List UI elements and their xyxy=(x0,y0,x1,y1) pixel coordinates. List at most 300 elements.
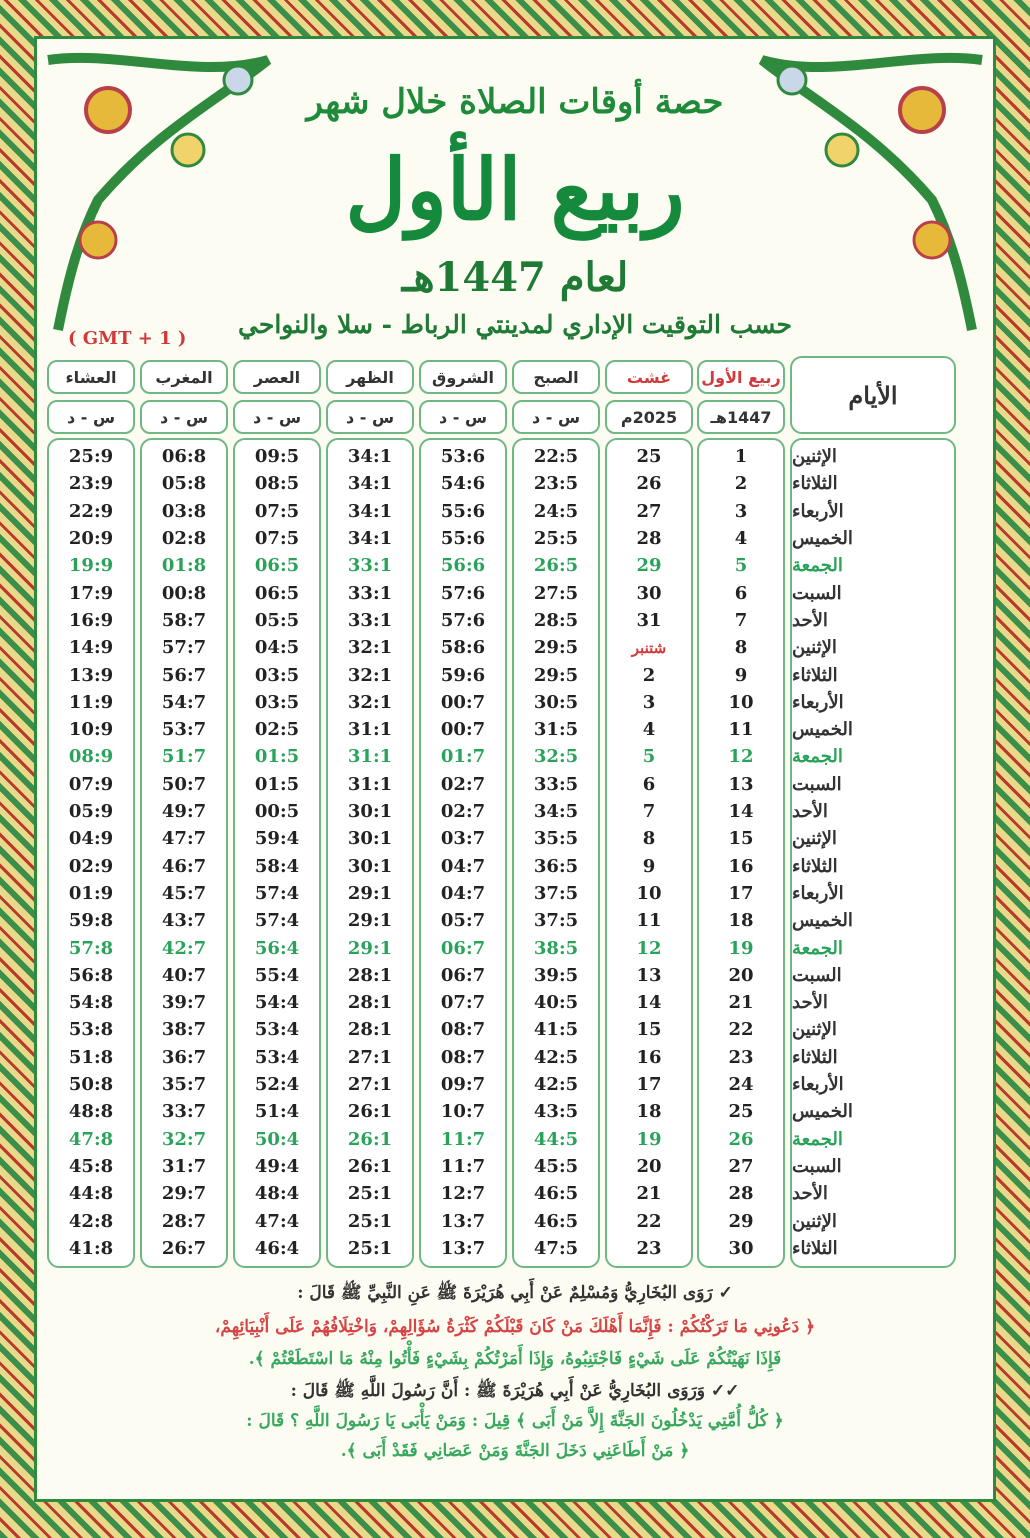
sunrise-cell: 58:6 xyxy=(440,637,486,659)
asr-cell: 02:5 xyxy=(254,719,300,741)
asr-unit: س - د xyxy=(233,400,321,434)
asr-cell: 01:5 xyxy=(254,773,300,795)
maghrib-cell: 35:7 xyxy=(161,1074,207,1096)
sunrise-cell: 13:7 xyxy=(440,1237,486,1259)
hadith-line-2: ﴿ دَعُونِي مَا تَرَكْتُكُمْ : فَإِنَّمَا أَهْلَكَ مَنْ كَانَ قَبْلَكُمْ كَثْرَةُ سُؤَالِهِمْ، وَاخْتِلَافُهُمْ عَلَى أَنْبِيَائِهِمْ، xyxy=(214,1317,816,1337)
asr-cell: 00:5 xyxy=(254,801,300,823)
dhuhr-cell: 28:1 xyxy=(347,964,393,986)
fajr-header: الصبح xyxy=(512,360,600,394)
fajr-cell: 46:5 xyxy=(533,1210,579,1232)
g-cell: 30 xyxy=(636,582,662,604)
sunrise-cell: 02:7 xyxy=(440,801,486,823)
h-cell: 1 xyxy=(734,446,748,468)
fajr-cell: 43:5 xyxy=(533,1101,579,1123)
dhuhr-column xyxy=(326,438,414,1268)
asr-cell: 03:5 xyxy=(254,664,300,686)
sunrise-cell: 56:6 xyxy=(440,555,486,577)
sunrise-cell: 03:7 xyxy=(440,828,486,850)
day-name-cell: الخميس xyxy=(792,910,853,932)
h-cell: 19 xyxy=(728,937,754,959)
g-cell: 25 xyxy=(636,446,662,468)
dhuhr-cell: 30:1 xyxy=(347,828,393,850)
sunrise-cell: 00:7 xyxy=(440,691,486,713)
fajr-cell: 22:5 xyxy=(533,446,579,468)
g-cell: 7 xyxy=(642,801,656,823)
day-name-cell: الثلاثاء xyxy=(792,855,838,877)
maghrib-header: المغرب xyxy=(140,360,228,394)
fajr-cell: 28:5 xyxy=(533,609,579,631)
g-cell: 19 xyxy=(636,1128,662,1150)
h-cell: 30 xyxy=(728,1237,754,1259)
g-cell: 23 xyxy=(636,1237,662,1259)
g-cell: 27 xyxy=(636,500,662,522)
g-cell: 29 xyxy=(636,555,662,577)
sunrise-column xyxy=(419,438,507,1268)
g-cell: 3 xyxy=(642,691,656,713)
asr-cell: 57:4 xyxy=(254,910,300,932)
day-name-cell: الجمعة xyxy=(792,937,843,959)
h-cell: 3 xyxy=(734,500,748,522)
sunrise-cell: 59:6 xyxy=(440,664,486,686)
h-cell: 12 xyxy=(728,746,754,768)
dhuhr-cell: 26:1 xyxy=(347,1128,393,1150)
asr-cell: 09:5 xyxy=(254,446,300,468)
isha-cell: 53:8 xyxy=(68,1019,114,1041)
dhuhr-cell: 34:1 xyxy=(347,528,393,550)
dhuhr-cell: 31:1 xyxy=(347,773,393,795)
g-cell: 17 xyxy=(636,1074,662,1096)
hijri-column xyxy=(697,438,785,1268)
h-cell: 24 xyxy=(728,1074,754,1096)
sunrise-cell: 57:6 xyxy=(440,582,486,604)
isha-cell: 50:8 xyxy=(68,1074,114,1096)
fajr-cell: 23:5 xyxy=(533,473,579,495)
asr-cell: 48:4 xyxy=(254,1183,300,1205)
asr-cell: 05:5 xyxy=(254,609,300,631)
fajr-cell: 46:5 xyxy=(533,1183,579,1205)
dhuhr-cell: 26:1 xyxy=(347,1101,393,1123)
isha-cell: 19:9 xyxy=(68,555,114,577)
sunrise-cell: 09:7 xyxy=(440,1074,486,1096)
asr-column xyxy=(233,438,321,1268)
dhuhr-cell: 27:1 xyxy=(347,1074,393,1096)
fajr-cell: 45:5 xyxy=(533,1155,579,1177)
isha-cell: 01:9 xyxy=(68,882,114,904)
h-cell: 15 xyxy=(728,828,754,850)
day-name-cell: الإثنين xyxy=(792,1210,837,1232)
hijri-month-header: ربيع الأول xyxy=(697,360,785,394)
h-cell: 14 xyxy=(728,801,754,823)
sunrise-cell: 57:6 xyxy=(440,609,486,631)
isha-cell: 13:9 xyxy=(68,664,114,686)
maghrib-cell: 54:7 xyxy=(161,691,207,713)
maghrib-cell: 43:7 xyxy=(161,910,207,932)
isha-cell: 05:9 xyxy=(68,801,114,823)
h-cell: 2 xyxy=(734,473,748,495)
title-top: حصة أوقات الصلاة خلال شهر xyxy=(306,82,724,122)
asr-cell: 50:4 xyxy=(254,1128,300,1150)
isha-cell: 44:8 xyxy=(68,1183,114,1205)
isha-cell: 48:8 xyxy=(68,1101,114,1123)
asr-cell: 56:4 xyxy=(254,937,300,959)
maghrib-cell: 00:8 xyxy=(161,582,207,604)
asr-cell: 53:4 xyxy=(254,1046,300,1068)
days-column xyxy=(790,438,956,1268)
maghrib-column xyxy=(140,438,228,1268)
isha-cell: 57:8 xyxy=(68,937,114,959)
isha-cell: 59:8 xyxy=(68,910,114,932)
h-cell: 22 xyxy=(728,1019,754,1041)
days-column-header: الأيام xyxy=(790,356,956,434)
maghrib-cell: 49:7 xyxy=(161,801,207,823)
g-cell: 18 xyxy=(636,1101,662,1123)
isha-cell: 16:9 xyxy=(68,609,114,631)
fajr-cell: 27:5 xyxy=(533,582,579,604)
maghrib-cell: 42:7 xyxy=(161,937,207,959)
maghrib-cell: 32:7 xyxy=(161,1128,207,1150)
asr-cell: 55:4 xyxy=(254,964,300,986)
sunrise-cell: 08:7 xyxy=(440,1046,486,1068)
day-name-cell: الأربعاء xyxy=(792,500,844,522)
fajr-cell: 39:5 xyxy=(533,964,579,986)
sunrise-cell: 13:7 xyxy=(440,1210,486,1232)
fajr-cell: 47:5 xyxy=(533,1237,579,1259)
dhuhr-cell: 32:1 xyxy=(347,637,393,659)
asr-cell: 59:4 xyxy=(254,828,300,850)
sunrise-cell: 07:7 xyxy=(440,992,486,1014)
h-cell: 27 xyxy=(728,1155,754,1177)
fajr-cell: 31:5 xyxy=(533,719,579,741)
maghrib-cell: 40:7 xyxy=(161,964,207,986)
h-cell: 20 xyxy=(728,964,754,986)
isha-cell: 10:9 xyxy=(68,719,114,741)
day-name-cell: الخميس xyxy=(792,1101,853,1123)
day-name-cell: الأحد xyxy=(792,1183,828,1205)
dhuhr-cell: 28:1 xyxy=(347,1019,393,1041)
isha-column xyxy=(47,438,135,1268)
asr-cell: 01:5 xyxy=(254,746,300,768)
day-name-cell: الأحد xyxy=(792,609,828,631)
sunrise-cell: 08:7 xyxy=(440,1019,486,1041)
maghrib-cell: 31:7 xyxy=(161,1155,207,1177)
dhuhr-unit: س - د xyxy=(326,400,414,434)
day-name-cell: الإثنين xyxy=(792,446,837,468)
h-cell: 11 xyxy=(728,719,754,741)
fajr-cell: 32:5 xyxy=(533,746,579,768)
maghrib-cell: 38:7 xyxy=(161,1019,207,1041)
maghrib-cell: 06:8 xyxy=(161,446,207,468)
sunrise-header: الشروق xyxy=(419,360,507,394)
h-cell: 25 xyxy=(728,1101,754,1123)
isha-cell: 51:8 xyxy=(68,1046,114,1068)
day-name-cell: الجمعة xyxy=(792,1128,843,1150)
dhuhr-cell: 32:1 xyxy=(347,664,393,686)
fajr-cell: 42:5 xyxy=(533,1074,579,1096)
dhuhr-cell: 33:1 xyxy=(347,609,393,631)
sunrise-cell: 04:7 xyxy=(440,855,486,877)
asr-cell: 46:4 xyxy=(254,1237,300,1259)
day-name-cell: الأربعاء xyxy=(792,882,844,904)
fajr-cell: 35:5 xyxy=(533,828,579,850)
fajr-cell: 33:5 xyxy=(533,773,579,795)
isha-cell: 11:9 xyxy=(68,691,114,713)
day-name-cell: الجمعة xyxy=(792,746,843,768)
g-cell: 11 xyxy=(636,910,662,932)
maghrib-cell: 28:7 xyxy=(161,1210,207,1232)
dhuhr-cell: 33:1 xyxy=(347,555,393,577)
fajr-cell: 30:5 xyxy=(533,691,579,713)
isha-cell: 42:8 xyxy=(68,1210,114,1232)
g-cell: 5 xyxy=(642,746,656,768)
dhuhr-cell: 28:1 xyxy=(347,992,393,1014)
fajr-cell: 34:5 xyxy=(533,801,579,823)
asr-cell: 57:4 xyxy=(254,882,300,904)
sunrise-cell: 02:7 xyxy=(440,773,486,795)
sunrise-cell: 04:7 xyxy=(440,882,486,904)
h-cell: 16 xyxy=(728,855,754,877)
title-main: ربيع الأول xyxy=(345,140,685,239)
fajr-cell: 42:5 xyxy=(533,1046,579,1068)
g-cell: 26 xyxy=(636,473,662,495)
sunrise-cell: 05:7 xyxy=(440,910,486,932)
dhuhr-cell: 34:1 xyxy=(347,473,393,495)
h-cell: 13 xyxy=(728,773,754,795)
dhuhr-cell: 31:1 xyxy=(347,746,393,768)
asr-cell: 58:4 xyxy=(254,855,300,877)
asr-cell: 03:5 xyxy=(254,691,300,713)
isha-cell: 22:9 xyxy=(68,500,114,522)
fajr-cell: 40:5 xyxy=(533,992,579,1014)
asr-header: العصر xyxy=(233,360,321,394)
h-cell: 26 xyxy=(728,1128,754,1150)
g-cell: 10 xyxy=(636,882,662,904)
dhuhr-cell: 29:1 xyxy=(347,937,393,959)
maghrib-cell: 56:7 xyxy=(161,664,207,686)
day-name-cell: الخميس xyxy=(792,719,853,741)
g-cell: 22 xyxy=(636,1210,662,1232)
h-cell: 10 xyxy=(728,691,754,713)
isha-cell: 56:8 xyxy=(68,964,114,986)
dhuhr-cell: 25:1 xyxy=(347,1183,393,1205)
g-cell: 6 xyxy=(642,773,656,795)
hadith-line-3: فَإِذَا نَهَيْتُكُمْ عَلَى شَيْءٍ فَاجْتَنِبُوهُ، وَإِذَا أَمَرْتُكُمْ بِشَيْءٍ فَأْتُوا مِنْهُ مَا اسْتَطَعْتُمْ ﴾. xyxy=(248,1349,782,1369)
g-cell: 4 xyxy=(642,719,656,741)
isha-cell: 41:8 xyxy=(68,1237,114,1259)
title-subtitle: حسب التوقيت الإداري لمدينتي الرباط - سلا والنواحي xyxy=(238,310,792,339)
asr-cell: 49:4 xyxy=(254,1155,300,1177)
gmt-label: ( GMT + 1 ) xyxy=(68,328,187,349)
asr-cell: 47:4 xyxy=(254,1210,300,1232)
h-cell: 21 xyxy=(728,992,754,1014)
maghrib-cell: 50:7 xyxy=(161,773,207,795)
maghrib-cell: 53:7 xyxy=(161,719,207,741)
h-cell: 8 xyxy=(734,637,748,659)
maghrib-cell: 33:7 xyxy=(161,1101,207,1123)
day-name-cell: السبت xyxy=(792,582,842,604)
sunrise-cell: 54:6 xyxy=(440,473,486,495)
fajr-cell: 37:5 xyxy=(533,910,579,932)
fajr-cell: 44:5 xyxy=(533,1128,579,1150)
asr-cell: 06:5 xyxy=(254,582,300,604)
isha-header: العشاء xyxy=(47,360,135,394)
isha-cell: 47:8 xyxy=(68,1128,114,1150)
dhuhr-cell: 25:1 xyxy=(347,1237,393,1259)
day-name-cell: الثلاثاء xyxy=(792,664,838,686)
asr-cell: 54:4 xyxy=(254,992,300,1014)
day-name-cell: الأربعاء xyxy=(792,1074,844,1096)
asr-cell: 53:4 xyxy=(254,1019,300,1041)
h-cell: 17 xyxy=(728,882,754,904)
maghrib-cell: 58:7 xyxy=(161,609,207,631)
sunrise-cell: 01:7 xyxy=(440,746,486,768)
h-cell: 23 xyxy=(728,1046,754,1068)
g-cell: 15 xyxy=(636,1019,662,1041)
dhuhr-cell: 31:1 xyxy=(347,719,393,741)
sunrise-cell: 11:7 xyxy=(440,1155,486,1177)
dhuhr-cell: 25:1 xyxy=(347,1210,393,1232)
day-name-cell: السبت xyxy=(792,1155,842,1177)
asr-cell: 04:5 xyxy=(254,637,300,659)
fajr-cell: 29:5 xyxy=(533,637,579,659)
isha-cell: 17:9 xyxy=(68,582,114,604)
title-year: لعام 1447هـ xyxy=(401,254,629,301)
sunrise-cell: 06:7 xyxy=(440,937,486,959)
sunrise-cell: 53:6 xyxy=(440,446,486,468)
asr-cell: 51:4 xyxy=(254,1101,300,1123)
dhuhr-cell: 30:1 xyxy=(347,855,393,877)
sunrise-unit: س - د xyxy=(419,400,507,434)
maghrib-cell: 26:7 xyxy=(161,1237,207,1259)
fajr-cell: 26:5 xyxy=(533,555,579,577)
h-cell: 29 xyxy=(728,1210,754,1232)
maghrib-cell: 02:8 xyxy=(161,528,207,550)
hadith-line-6: ﴿ مَنْ أَطَاعَنِي دَخَلَ الجَنَّةَ وَمَنْ عَصَانِي فَقَدْ أَبَى ﴾. xyxy=(340,1441,690,1461)
maghrib-cell: 51:7 xyxy=(161,746,207,768)
sunrise-cell: 00:7 xyxy=(440,719,486,741)
greg-column xyxy=(605,438,693,1268)
fajr-cell: 24:5 xyxy=(533,500,579,522)
maghrib-cell: 47:7 xyxy=(161,828,207,850)
sunrise-cell: 10:7 xyxy=(440,1101,486,1123)
isha-cell: 23:9 xyxy=(68,473,114,495)
isha-cell: 04:9 xyxy=(68,828,114,850)
maghrib-cell: 29:7 xyxy=(161,1183,207,1205)
maghrib-cell: 39:7 xyxy=(161,992,207,1014)
g-cell: 2 xyxy=(642,664,656,686)
hadith-line-4: ✓✓ وَرَوَى البُخَارِيُّ عَنْ أَبِي هُرَيْرَةَ ﷺ : أَنَّ رَسُولَ اللَّهِ ﷺ قَالَ : xyxy=(290,1381,740,1401)
dhuhr-cell: 34:1 xyxy=(347,446,393,468)
asr-cell: 06:5 xyxy=(254,555,300,577)
day-name-cell: الثلاثاء xyxy=(792,473,838,495)
fajr-cell: 25:5 xyxy=(533,528,579,550)
isha-cell: 07:9 xyxy=(68,773,114,795)
dhuhr-cell: 30:1 xyxy=(347,801,393,823)
g-cell: 31 xyxy=(636,609,662,631)
day-name-cell: الخميس xyxy=(792,528,853,550)
day-name-cell: الإثنين xyxy=(792,828,837,850)
day-name-cell: الأحد xyxy=(792,992,828,1014)
day-name-cell: السبت xyxy=(792,773,842,795)
h-cell: 5 xyxy=(734,555,748,577)
isha-cell: 54:8 xyxy=(68,992,114,1014)
day-name-cell: الجمعة xyxy=(792,555,843,577)
asr-cell: 07:5 xyxy=(254,528,300,550)
g-cell: 14 xyxy=(636,992,662,1014)
fajr-cell: 37:5 xyxy=(533,882,579,904)
day-name-cell: الإثنين xyxy=(792,1019,837,1041)
greg-year-header: 2025م xyxy=(605,400,693,434)
h-cell: 9 xyxy=(734,664,748,686)
dhuhr-cell: 33:1 xyxy=(347,582,393,604)
g-cell: 28 xyxy=(636,528,662,550)
h-cell: 6 xyxy=(734,582,748,604)
h-cell: 7 xyxy=(734,609,748,631)
g-cell: 12 xyxy=(636,937,662,959)
sunrise-cell: 11:7 xyxy=(440,1128,486,1150)
isha-cell: 45:8 xyxy=(68,1155,114,1177)
fajr-cell: 38:5 xyxy=(533,937,579,959)
sunrise-cell: 55:6 xyxy=(440,528,486,550)
asr-cell: 52:4 xyxy=(254,1074,300,1096)
day-name-cell: الأحد xyxy=(792,801,828,823)
maghrib-cell: 46:7 xyxy=(161,855,207,877)
isha-cell: 20:9 xyxy=(68,528,114,550)
sunrise-cell: 12:7 xyxy=(440,1183,486,1205)
fajr-cell: 36:5 xyxy=(533,855,579,877)
maghrib-cell: 05:8 xyxy=(161,473,207,495)
day-name-cell: الإثنين xyxy=(792,637,837,659)
isha-cell: 25:9 xyxy=(68,446,114,468)
h-cell: 28 xyxy=(728,1183,754,1205)
dhuhr-cell: 34:1 xyxy=(347,500,393,522)
fajr-cell: 41:5 xyxy=(533,1019,579,1041)
g-cell: 9 xyxy=(642,855,656,877)
g-cell: 16 xyxy=(636,1046,662,1068)
fajr-cell: 29:5 xyxy=(533,664,579,686)
asr-cell: 08:5 xyxy=(254,473,300,495)
hadith-line-1: ✓ رَوَى البُخَارِيُّ وَمُسْلِمٌ عَنْ أَبِي هُرَيْرَةَ ﷺ عَنِ النَّبِيِّ ﷺ قَالَ : xyxy=(297,1283,733,1303)
g-cell: 13 xyxy=(636,964,662,986)
maghrib-cell: 03:8 xyxy=(161,500,207,522)
maghrib-cell: 45:7 xyxy=(161,882,207,904)
g-cell: 8 xyxy=(642,828,656,850)
isha-cell: 08:9 xyxy=(68,746,114,768)
day-name-cell: الثلاثاء xyxy=(792,1237,838,1259)
isha-cell: 14:9 xyxy=(68,637,114,659)
maghrib-cell: 01:8 xyxy=(161,555,207,577)
asr-cell: 07:5 xyxy=(254,500,300,522)
fajr-column xyxy=(512,438,600,1268)
dhuhr-cell: 32:1 xyxy=(347,691,393,713)
day-name-cell: الثلاثاء xyxy=(792,1046,838,1068)
dhuhr-cell: 29:1 xyxy=(347,882,393,904)
isha-unit: س - د xyxy=(47,400,135,434)
sunrise-cell: 55:6 xyxy=(440,500,486,522)
h-cell: 4 xyxy=(734,528,748,550)
maghrib-cell: 36:7 xyxy=(161,1046,207,1068)
maghrib-unit: س - د xyxy=(140,400,228,434)
h-cell: 18 xyxy=(728,910,754,932)
g-cell: 20 xyxy=(636,1155,662,1177)
day-name-cell: السبت xyxy=(792,964,842,986)
isha-cell: 02:9 xyxy=(68,855,114,877)
fajr-unit: س - د xyxy=(512,400,600,434)
day-name-cell: الأربعاء xyxy=(792,691,844,713)
g-cell: 21 xyxy=(636,1183,662,1205)
dhuhr-cell: 26:1 xyxy=(347,1155,393,1177)
hijri-year-header: 1447هـ xyxy=(697,400,785,434)
dhuhr-cell: 29:1 xyxy=(347,910,393,932)
